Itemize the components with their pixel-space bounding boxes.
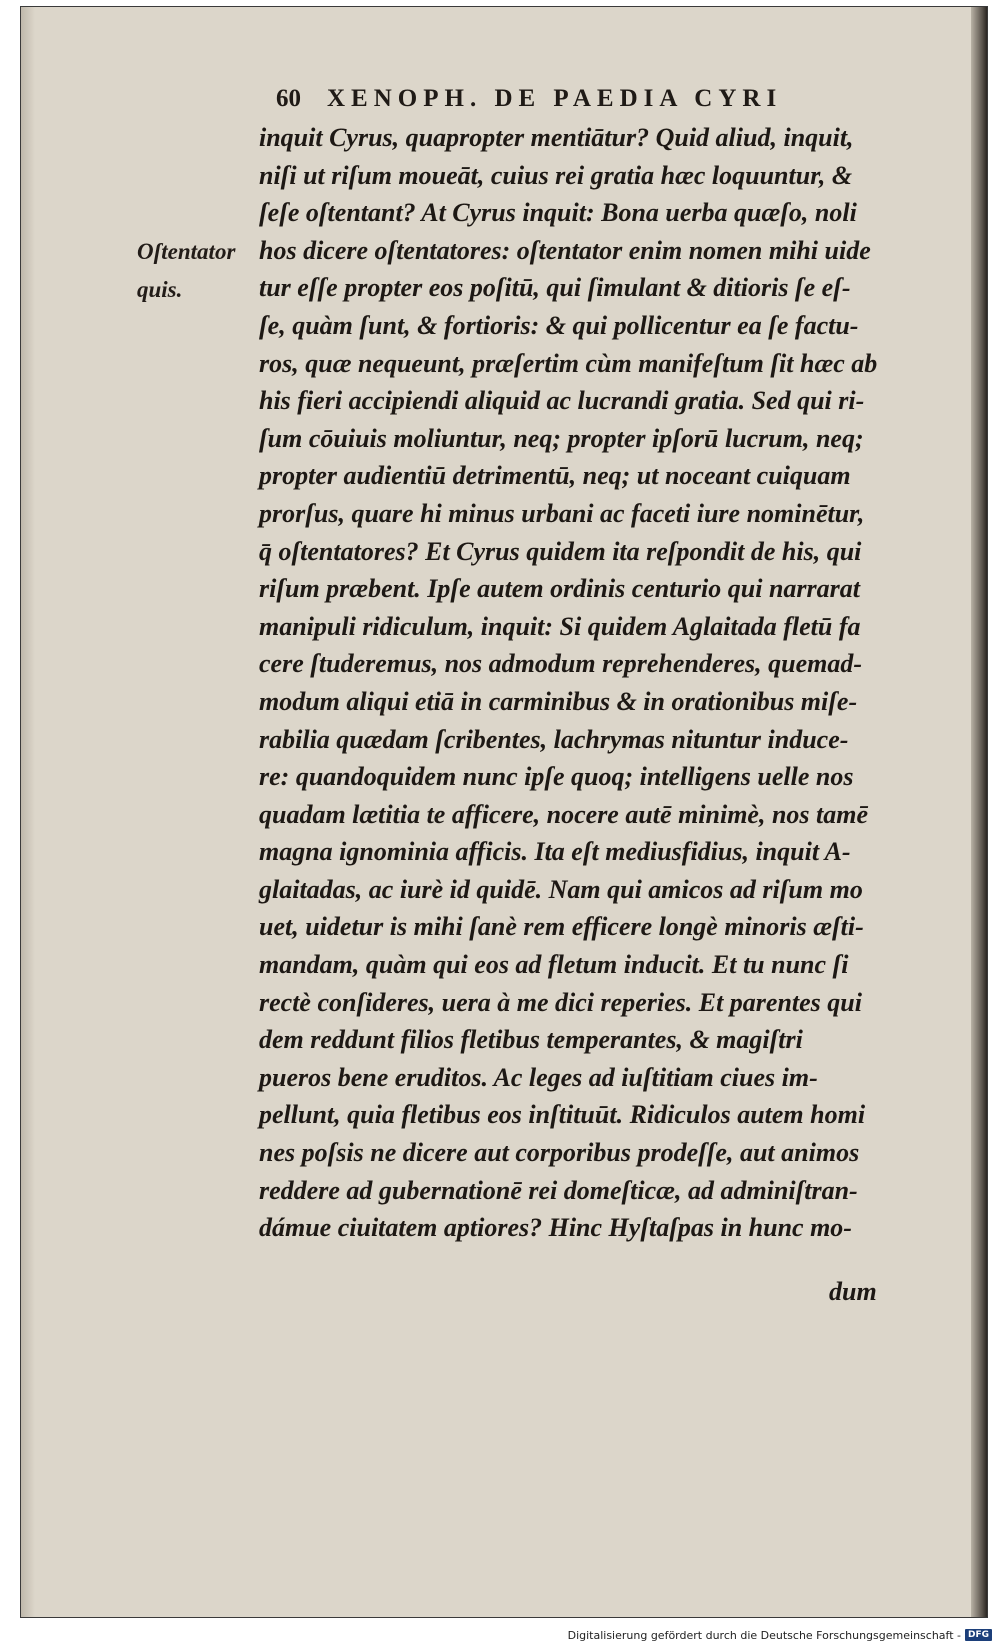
text-line: ſe, quàm ſunt, & fortioris: & qui pollicentur ea ſe factu- [259,310,859,340]
catchword: dum [829,1277,877,1306]
text-line: nes poſsis ne dicere aut corporibus prodeſſe, aut animos [259,1138,860,1168]
text-line: rectè conſideres, uera à me dici reperies. Et parentes qui [259,987,862,1017]
text-line: dem reddunt filios fletibus temperantes, & magiſtri [259,1025,803,1055]
margin-note-line: quis. [137,277,183,302]
text-line: ſum cōuiuis moliuntur, neq; propter ipſorū lucrum, neq; [259,423,864,453]
body-text [259,119,919,1247]
page-edge [971,7,987,1617]
text-line: inquit Cyrus, quapropter mentiātur? Quid aliud, inquit, [259,123,854,152]
text-line: glaitadas, ac iurè id quidē. Nam qui amicos ad riſum mo [259,874,863,904]
dfg-logo-icon: DFG [965,1629,992,1641]
book-page [20,6,988,1618]
folio-number: 60 [276,85,301,112]
text-line: pueros bene eruditos. Ac leges ad iuſtitiam ciues im- [259,1062,818,1092]
text-line: riſum præbent. Ipſe autem ordinis centurio qui narrarat [259,574,860,604]
text-line: ſeſe oſtentant? At Cyrus inquit: Bona uerba quæſo, noli [259,198,857,228]
text-line: reddere ad gubernationē rei domeſticæ, ad adminiſtran- [259,1175,858,1205]
margin-note [137,233,267,309]
text-line: rabilia quædam ſcribentes, lachrymas nituntur induce- [259,724,849,754]
text-line: his fieri accipiendi aliquid ac lucrandi gratia. Sed qui ri- [259,386,865,416]
footer-credit: Digitalisierung gefördert durch die Deutsche Forschungsgemeinschaft - [567,1628,961,1642]
text-line: prorſus, quare hi minus urbani ac faceti iure nominētur, [259,498,865,528]
text-line: niſi ut riſum moueāt, cuius rei gratia hæc loquuntur, & [259,160,853,190]
text-line: dámue ciuitatem aptiores? Hinc Hyſtaſpas in hunc mo- [259,1213,852,1243]
text-line: hos dicere oſtentatores: oſtentator enim nomen mihi uide [259,235,871,265]
text-line: pellunt, quia fletibus eos inſtituūt. Ridiculos autem homi [259,1100,866,1130]
text-line: quadam lætitia te afficere, nocere autē minimè, nos tamē [259,799,869,829]
text-line: q̄ oſtentatores? Et Cyrus quidem ita reſpondit de his, qui [259,536,862,566]
gutter-shadow [21,7,35,1617]
funding-footer [568,1628,992,1642]
text-line: cere ſtuderemus, nos admodum reprehenderes, quemad- [259,649,863,679]
text-line: re: quandoquidem nunc ipſe quoq; intelligens uelle nos [259,762,854,792]
text-line: mandam, quàm qui eos ad fletum inducit. Et tu nunc ſi [259,950,849,980]
text-line: ros, quæ nequeunt, præſertim cùm manifeſtum ſit hæc ab [259,348,878,378]
text-line: uet, uidetur is mihi ſanè rem efficere longè minoris æſti- [259,912,864,942]
text-line: tur eſſe propter eos poſitū, qui ſimulant & ditioris ſe eſ- [259,273,851,303]
margin-note-line: Oſtentator [137,239,236,264]
text-line: modum aliqui etiā in carminibus & in orationibus miſe- [259,686,858,716]
text-line: manipuli ridiculum, inquit: Si quidem Aglaitada fletū fa [259,611,861,641]
text-line: magna ignominia afficis. Ita eſt mediusfidius, inquit A- [259,837,851,867]
running-head: XENOPH. DE PAEDIA CYRI [327,85,783,112]
text-line: propter audientiū detrimentū, neq; ut noceant cuiquam [259,461,851,491]
